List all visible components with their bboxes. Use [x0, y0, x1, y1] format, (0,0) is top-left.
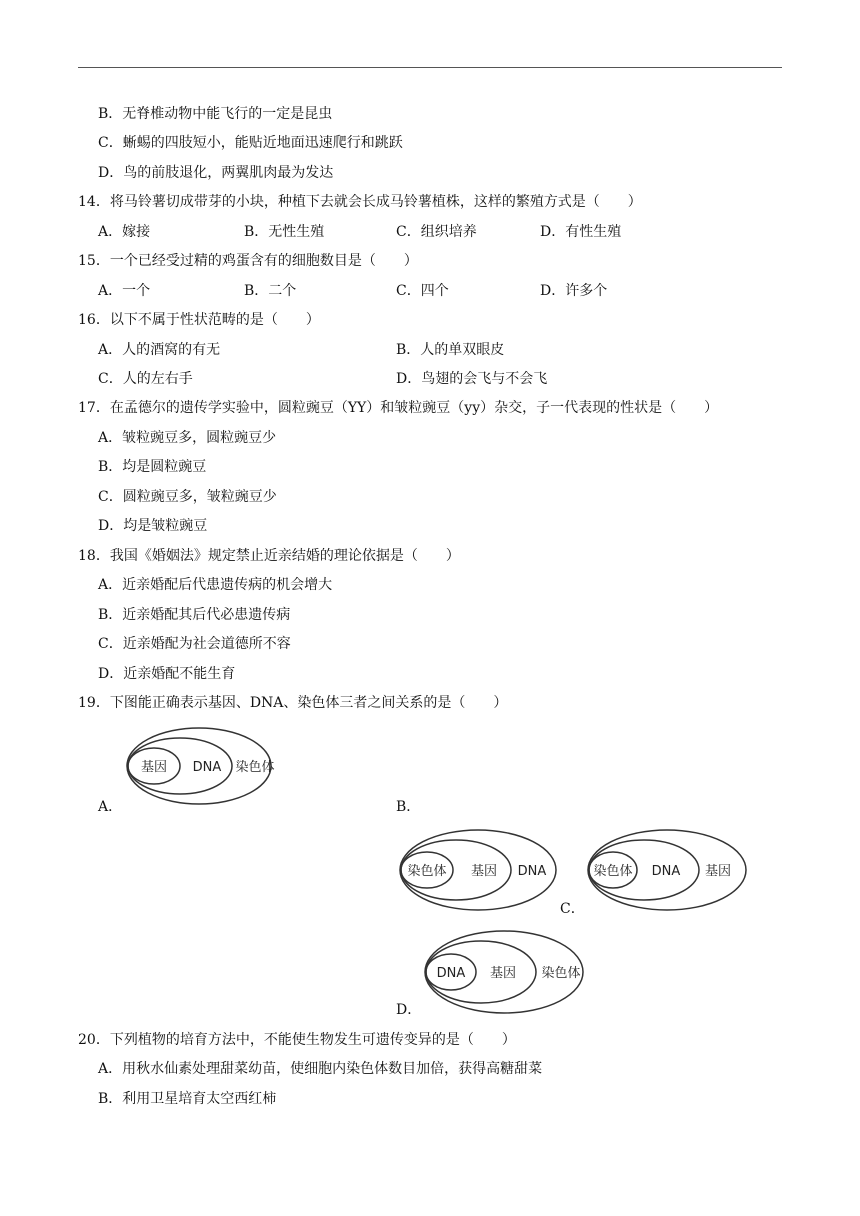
diagram-a-inner: 基因 [140, 760, 168, 775]
q20-option-a: A．用秋水仙素处理甜菜幼苗，使细胞内染色体数目加倍，获得高糖甜菜 [98, 1061, 543, 1077]
diagram-c-outer: 基因 [704, 864, 732, 879]
q15-option-a: A．一个 [98, 283, 151, 299]
diagram-d [423, 929, 587, 1019]
q19-stem: 19．下图能正确表示基因、DNA、染色体三者之间关系的是（ ） [78, 695, 508, 711]
q18-option-c: C．近亲婚配为社会道德所不容 [98, 636, 291, 652]
q18-option-a: A．近亲婚配后代患遗传病的机会增大 [98, 577, 333, 593]
label-d: D． [396, 1002, 422, 1018]
q14-option-d: D．有性生殖 [540, 224, 622, 240]
q15-stem: 15．一个已经受过精的鸡蛋含有的细胞数目是（ ） [78, 253, 418, 269]
q15-option-b: B．二个 [244, 283, 297, 299]
diagram-b-inner: 染色体 [407, 864, 447, 879]
q17-option-a: A．皱粒豌豆多，圆粒豌豆少 [98, 430, 277, 446]
q17-option-c: C．圆粒豌豆多，皱粒豌豆少 [98, 489, 277, 505]
diagram-c-middle: DNA [651, 864, 681, 879]
q15-option-d: D．许多个 [540, 283, 608, 299]
q14-option-c: C．组织培养 [396, 224, 477, 240]
label-b: B． [396, 799, 421, 815]
diagram-b [398, 828, 560, 916]
diagram-d-outer: 染色体 [541, 966, 581, 981]
q20-option-b: B．利用卫星培育太空西红柿 [98, 1091, 277, 1107]
q18-stem: 18．我国《婚姻法》规定禁止近亲结婚的理论依据是（ ） [78, 548, 460, 564]
label-c: C． [560, 901, 585, 917]
diagram-d-inner: DNA [436, 966, 466, 981]
q16-option-a: A．人的酒窝的有无 [98, 342, 221, 358]
diagram-a-outer: 染色体 [235, 760, 275, 775]
diagram-b-outer: DNA [517, 864, 547, 879]
q17-option-b: B．均是圆粒豌豆 [98, 459, 207, 475]
q16-option-c: C．人的左右手 [98, 371, 193, 387]
label-a: A． [98, 799, 123, 815]
q14-stem: 14．将马铃薯切成带芽的小块，种植下去就会长成马铃薯植株，这样的繁殖方式是（ ） [78, 194, 642, 210]
diagram-d-middle: 基因 [489, 966, 517, 981]
q18-option-d: D．近亲婚配不能生育 [98, 666, 236, 682]
q16-option-d: D．鸟翅的会飞与不会飞 [396, 371, 548, 387]
q16-stem: 16．以下不属于性状范畴的是（ ） [78, 312, 320, 328]
q18-option-b: B．近亲婚配其后代必患遗传病 [98, 607, 291, 623]
q16-option-b: B．人的单双眼皮 [396, 342, 505, 358]
q20-stem: 20．下列植物的培育方法中，不能使生物发生可遗传变异的是（ ） [78, 1032, 516, 1048]
header-rule [78, 67, 782, 68]
q13-option-c: C．蜥蜴的四肢短小，能贴近地面迅速爬行和跳跃 [98, 135, 403, 151]
diagram-a-middle: DNA [192, 760, 222, 775]
diagram-a [125, 726, 275, 810]
q14-option-b: B．无性生殖 [244, 224, 325, 240]
q14-option-a: A．嫁接 [98, 224, 151, 240]
q17-stem: 17．在孟德尔的遗传学实验中，圆粒豌豆（YY）和皱粒豌豆（yy）杂交，子一代表现的性状是（ ） [78, 400, 719, 416]
diagram-c-inner: 染色体 [593, 864, 633, 879]
diagram-c [586, 828, 750, 916]
q15-option-c: C．四个 [396, 283, 449, 299]
q17-option-d: D．均是皱粒豌豆 [98, 518, 208, 534]
q13-option-d: D．鸟的前肢退化，两翼肌肉最为发达 [98, 165, 334, 181]
diagram-b-middle: 基因 [470, 864, 498, 879]
q13-option-b: B．无脊椎动物中能飞行的一定是昆虫 [98, 106, 333, 122]
